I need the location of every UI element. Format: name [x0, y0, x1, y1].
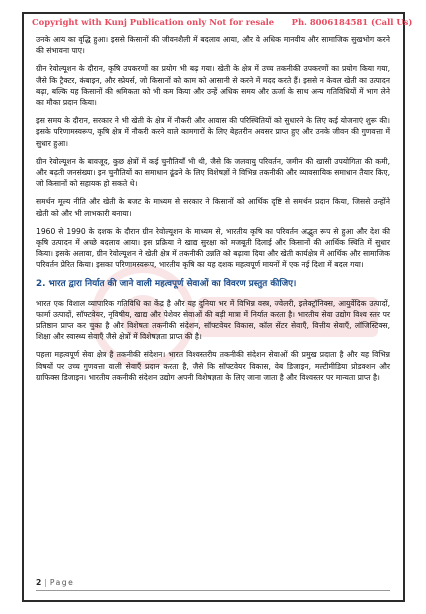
- paragraph: ग्रीन रेवोल्यूशन के बावजूद, कुछ क्षेत्रों में कई चुनौतियाँ भी थी, जैसे कि जलवायु परिवर्तन, जमीन की खासी उपयोगिता की कमी, और बढ़ती जनसंख्या। इन चुनौतियों का समाधान ढूंढने के लिए विशेषज्ञों ने विभिन्न तकनीकी और व्यावसायिक समाधान तैयार किए, जो किसानों को सहायक हो सकते थे।: [36, 156, 390, 189]
- paragraph: समर्थन मूल्य नीति और खेती के बजट के माध्यम से सरकार ने किसानों को आर्थिक दृष्टि से समर्थन प्रदान किया, जिससे उन्होंने खेती को और भी लाभकारी बनाया।: [36, 197, 390, 218]
- copyright-text: Copyright with Kunj Publication only Not for resale: [32, 17, 275, 27]
- page-label: Page: [49, 578, 75, 587]
- page-footer: [36, 578, 390, 587]
- page-number: 2: [36, 578, 42, 587]
- paragraph: 1960 से 1990 के दशक के दौरान ग्रीन रेवोल्यूशन के माध्यम से, भारतीय कृषि का परिवर्तन अद्भुत रूप से हुआ और देश की कृषि उत्पादन में अच्छे बदलाव आया। इस प्रक्रिया ने खाद्य सुरक्षा को मजबूती दिलाई और किसानों की आर्थिक स्थिति में सुधार किया। इसके अलावा, ग्रीन रेवोल्यूशन ने खेती क्षेत्र में तकनीकी उन्नति को बढ़ावा दिया और खेती कार्यक्षेत्र में आर्थिक और सामाजिक परिवर्तन प्रेरित किया। इसका परिणामस्वरूप, भारतीय कृषि का यह दशक महत्वपूर्ण मायनों में एक नई दिशा में बदल गया।: [36, 226, 390, 270]
- paragraph: इस समय के दौरान, सरकार ने भी खेती के क्षेत्र में नौकरी और आवास की परिस्थितियों को सुधारने के लिए कई योजनाएं शुरू की। इसके परिणामस्वरूप, कृषि क्षेत्र में नौकरी करने वाले कामगारों के लिए बेहतरीन अवसर प्राप्त हुए और उनके जीवन की गुणवत्ता में सुधार हुआ।: [36, 116, 390, 148]
- footer-separator: |: [44, 578, 47, 587]
- footer-divider: [36, 590, 390, 591]
- answer-paragraph: भारत एक विशाल व्यापारिक गतिविधि का केंद्र है और यह दुनिया भर में विभिन्न वस्त्र, ज्वेलरी, इलेक्ट्रॉनिक्स, आयुर्वेदिक उत्पादों, फार्मा उत्पादों, सॉफ्टवेयर, नृविषीय, खाद्य और पेशेवर सेवाओं की बड़ी मात्रा में निर्यात करता है। भारतीय सेवा उद्योग विश्व स्तर पर प्रतिष्ठान प्राप्त कर चुका है और विशेषतः तकनीकी संदेशन, सॉफ्टवेयर विकास, कॉल सेंटर सेवाएँ, वित्तीय सेवाएँ, लॉजिस्टिक्स, शिक्षा और स्वास्थ्य सेवाएँ जैसे क्षेत्रों में विशेषज्ञता प्राप्त की है।: [36, 298, 390, 342]
- paragraph: ग्रीन रेवोल्यूशन के दौरान, कृषि उपकरणों का प्रयोग भी बढ़ गया। खेती के क्षेत्र में उच्च तकनीकी उपकरणों का प्रयोग किया गया, जैसे कि ट्रैक्टर, कंबाइन, और स्प्रेयर्स, जो किसानों को काम को आसानी से करने में मदद करते हैं। इससे न केवल खेती का उत्पादन बढ़ा, बल्कि यह किसानों की श्रमिकता को भी कम किया और उन्हें अधिक समय और ऊर्जा के साथ अन्य गतिविधियों में भाग लेने का मौका प्रदान किया।: [36, 64, 390, 108]
- paragraph: उनके आय का वृद्धि हुआ। इससे किसानों की जीवनशैली में बदलाव आया, और वे अधिक मानवीय और सामाजिक सुखभोग करने की संभावना पाए।: [36, 35, 390, 56]
- phone-text: Ph. 8006184581 (Call Us): [291, 17, 413, 27]
- copyright-header: [32, 17, 413, 27]
- answer-paragraph: पहला महत्वपूर्ण सेवा क्षेत्र है तकनीकी संदेशन। भारत विश्वस्तरीय तकनीकी संदेशन सेवाओं की प्रमुख प्रदाता है और यह विभिन्न विषयों पर उच्च गुणवत्ता वाली सेवाएँ प्रदान करता है, जैसे कि सॉफ्टवेयर विकास, वेब डिजाइन, मल्टीमीडिया प्रोडक्शन और ग्राफिक्स डिजाइन। भारतीय तकनीकी संदेशन उद्योग अपनी विशेषज्ञता के लिए जाना जाता है और विश्वस्तर पर मान्यता प्राप्त है।: [36, 350, 390, 382]
- page-content: [36, 34, 390, 390]
- question-heading: 2. भारत द्वारा निर्यात की जाने वाली महत्वपूर्ण सेवाओं का विवरण प्रस्तुत कीजिए।: [36, 278, 297, 289]
